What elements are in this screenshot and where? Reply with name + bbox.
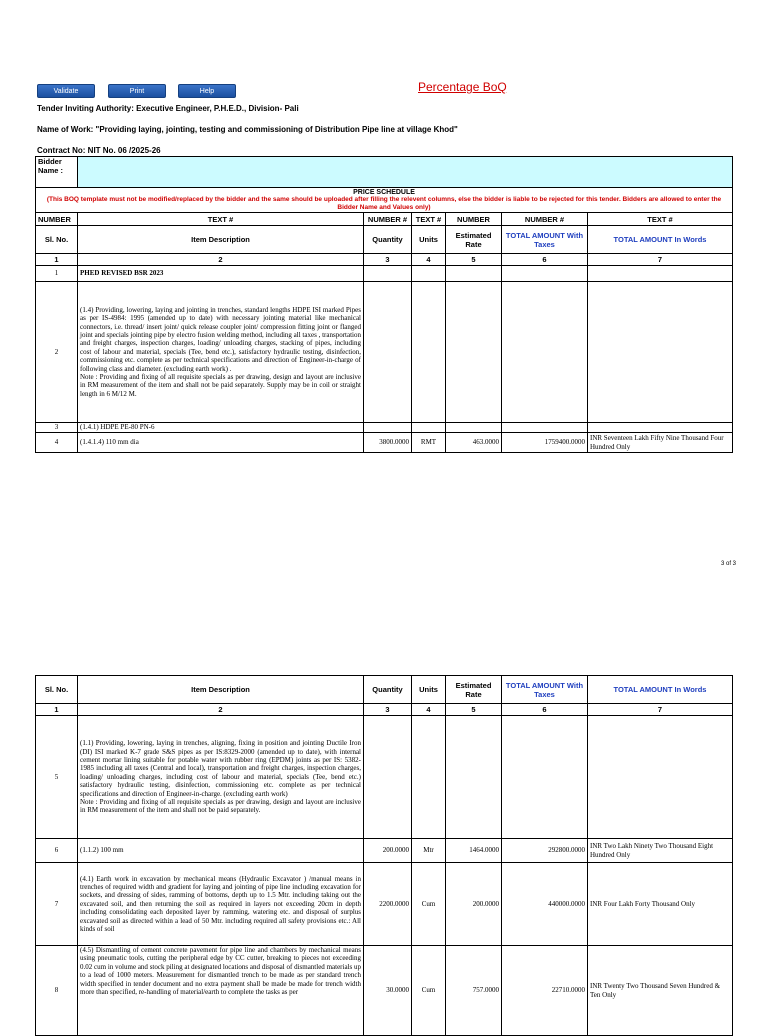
header-estimated-rate: Estimated Rate [446,226,502,254]
quantity-cell[interactable] [364,282,412,423]
table-row [36,839,733,863]
units-cell: Cum [412,946,446,1036]
total-cell [502,716,588,839]
col-number: 1 [36,254,78,266]
header-quantity: Quantity [364,226,412,254]
header-total-in-words: TOTAL AMOUNT In Words [588,226,733,254]
rate-cell[interactable] [446,716,502,839]
table-row [36,433,733,453]
col-number: 2 [78,254,364,266]
item-description: (1.1) Providing, lowering, laying in trenches, aligning, fixing in position and jointing Ductile Iron (DI) ISI marked K-7 grade S&S pipes as per IS:8329-2000 (amended up to date), with internal cement mortar lining suitable for potable water with rubber ring (EPDM) joints as per IS: 5382-1985 including all taxes (Central and local), transportation and freight charges, inspection charges, loading/ unloading charges, including cost of labour and material, specials (Tee, bend etc.) satisfactory hydraulic testing, disinfection, commissioning etc. complete as per technical specifications and direction of Engineer-in-charge. (excluding earth work) Note : Providing and fixing of all requisite specials as per drawing, design and layout are inclusive in RM measurement of the item and shall not be paid separately. [78,716,364,839]
type-text: TEXT # [78,213,364,226]
sl-no: 6 [36,839,78,863]
col-number: 5 [446,254,502,266]
sl-no: 8 [36,946,78,1036]
quantity-cell[interactable]: 3800.0000 [364,433,412,453]
units-cell [412,716,446,839]
header-total-with-taxes: TOTAL AMOUNT With Taxes [502,226,588,254]
words-cell [588,423,733,433]
quantity-cell[interactable]: 200.0000 [364,839,412,863]
type-text: TEXT # [588,213,733,226]
total-cell [502,282,588,423]
table-row [36,266,733,282]
quantity-cell[interactable]: 2200.0000 [364,863,412,946]
validate-button[interactable]: Validate [37,84,95,98]
units-cell: Cum [412,863,446,946]
col-number: 7 [588,254,733,266]
units-cell [412,423,446,433]
header-units: Units [412,676,446,704]
bidder-name-input[interactable] [78,157,733,188]
sl-no: 2 [36,282,78,423]
rate-cell[interactable] [446,423,502,433]
col-number: 3 [364,704,412,716]
item-description: (1.4.1.4) 110 mm dia [78,433,364,453]
total-cell: 440000.0000 [502,863,588,946]
col-number: 1 [36,704,78,716]
quantity-cell[interactable]: 30.0000 [364,946,412,1036]
type-number: NUMBER [36,213,78,226]
words-cell: INR Two Lakh Ninety Two Thousand Eight Hundred Only [588,839,733,863]
col-number: 6 [502,704,588,716]
price-schedule-heading: PRICE SCHEDULE [36,188,733,197]
words-cell [588,282,733,423]
type-text: TEXT # [412,213,446,226]
units-cell: RMT [412,433,446,453]
sl-no: 4 [36,433,78,453]
header-total-with-taxes: TOTAL AMOUNT With Taxes [502,676,588,704]
header-sl-no: Sl. No. [36,676,78,704]
item-description: (4.1) Earth work in excavation by mechanical means (Hydraulic Excavator ) /manual means in trenches of required width and gradient for laying and jointing of pipe line including excavation for sockets, and dressing of sides, ramming of bottoms, depth up to 1.5 Mtr. including taking out the excavated soil, and then returning the soil as required in layers not exceeding 20cm in depth including consolidating each deposited layer by ramming, watering etc. and disposal of surplus excavated soil as directed within a lead of 50 Mtr. including required all safety provisions etc.: All kinds of soil [78,863,364,946]
rate-cell[interactable]: 200.0000 [446,863,502,946]
header-sl-no: Sl. No. [36,226,78,254]
item-description: (1.1.2) 100 mm [78,839,364,863]
col-number: 5 [446,704,502,716]
col-number: 7 [588,704,733,716]
units-cell: Mtr [412,839,446,863]
header-total-in-words: TOTAL AMOUNT In Words [588,676,733,704]
name-of-work: Name of Work: "Providing laying, jointing, testing and commissioning of Distribution Pipe line at village Khod" [37,125,458,134]
total-cell: 1759400.0000 [502,433,588,453]
item-description: PHED REVISED BSR 2023 [78,266,364,282]
table-row [36,946,733,1036]
col-number: 4 [412,254,446,266]
item-description: (1.4) Providing, lowering, laying and jointing in trenches, standard lengths HDPE ISI marked Pipes as per IS-4984: 1995 (amended up to date) with necessary jointing material like mechanical connectors, i.e. thread/ insert joint/ quick release coupler joint/ compression fitting joint or flanged joint and specials jointing pipe by electro fusion welding method, including all taxes , transportation and freight charges, inspection charges, loading/ unloading charges, stacking of pipes, including cost of labour and material, specials (Tee, bend etc.), satisfactory hydraulic testing, disinfection, commissioning etc. complete as per technical specifications and direction of Engineer-in-charge of following class and diameter. (excluding earth work) . Note : Providing and fixing of all requisite specials as per drawing, design and layout are inclusive in RM measurement of the item and shall not be paid separately. Supply may be in coil or straight length in 6 M/12 M. [78,282,364,423]
contract-no: Contract No: NIT No. 06 /2025-26 [37,146,161,155]
total-cell: 22710.0000 [502,946,588,1036]
page-title: Percentage BoQ [418,80,507,94]
words-cell: INR Seventeen Lakh Fifty Nine Thousand Four Hundred Only [588,433,733,453]
sl-no: 3 [36,423,78,433]
words-cell: INR Twenty Two Thousand Seven Hundred & Ten Only [588,946,733,1036]
col-number: 2 [78,704,364,716]
quantity-cell[interactable] [364,716,412,839]
header-quantity: Quantity [364,676,412,704]
type-number: NUMBER # [502,213,588,226]
boq-table-page1 [35,156,733,453]
type-number: NUMBER [446,213,502,226]
rate-cell[interactable]: 1464.0000 [446,839,502,863]
boq-notice: (This BOQ template must not be modified/replaced by the bidder and the same should be uploaded after filling the relevent columns, else the bidder is liable to be rejected for this tender. Bidders are allowed to enter the Bidder Name and Values only) [36,196,733,213]
rate-cell[interactable] [446,282,502,423]
bidder-name-label: Bidder Name : [36,157,78,188]
header-units: Units [412,226,446,254]
words-cell: INR Four Lakh Forty Thousand Only [588,863,733,946]
col-number: 6 [502,254,588,266]
words-cell [588,266,733,282]
col-number: 3 [364,254,412,266]
sl-no: 1 [36,266,78,282]
table-row [36,282,733,423]
sl-no: 7 [36,863,78,946]
tender-authority: Tender Inviting Authority: Executive Engineer, P.H.E.D., Division- Pali [37,104,299,113]
total-cell [502,423,588,433]
header-item-description: Item Description [78,226,364,254]
rate-cell[interactable]: 463.0000 [446,433,502,453]
table-row [36,716,733,839]
units-cell [412,266,446,282]
help-button[interactable]: Help [178,84,236,98]
header-estimated-rate: Estimated Rate [446,676,502,704]
boq-table-page2 [35,675,733,1036]
page-number: 3 of 3 [721,561,737,567]
words-cell [588,716,733,839]
col-number: 4 [412,704,446,716]
quantity-cell[interactable] [364,423,412,433]
type-number: NUMBER # [364,213,412,226]
total-cell [502,266,588,282]
units-cell [412,282,446,423]
sl-no: 5 [36,716,78,839]
rate-cell[interactable]: 757.0000 [446,946,502,1036]
quantity-cell[interactable] [364,266,412,282]
print-button[interactable]: Print [108,84,166,98]
item-description: (4.5) Dismantling of cement concrete pavement for pipe line and chambers by mechanical means using pneumatic tools, cutting the peripheral edge by CC cutter, breaking to pieces not exceeding 0.02 cum in volume and stock piling at designated locations and disposal of dismantled materials up to a lead of 1000 meters. Measurement for dismantled trench to be made as per standard trench width specified in tender document and no extra payment shall be made be made for trench width more than specified, re-handling of material/earth to complete the tasks as per [78,946,364,1036]
total-cell: 292800.0000 [502,839,588,863]
rate-cell[interactable] [446,266,502,282]
header-item-description: Item Description [78,676,364,704]
item-description: (1.4.1) HDPE PE-80 PN-6 [78,423,364,433]
table-row [36,423,733,433]
table-row [36,863,733,946]
